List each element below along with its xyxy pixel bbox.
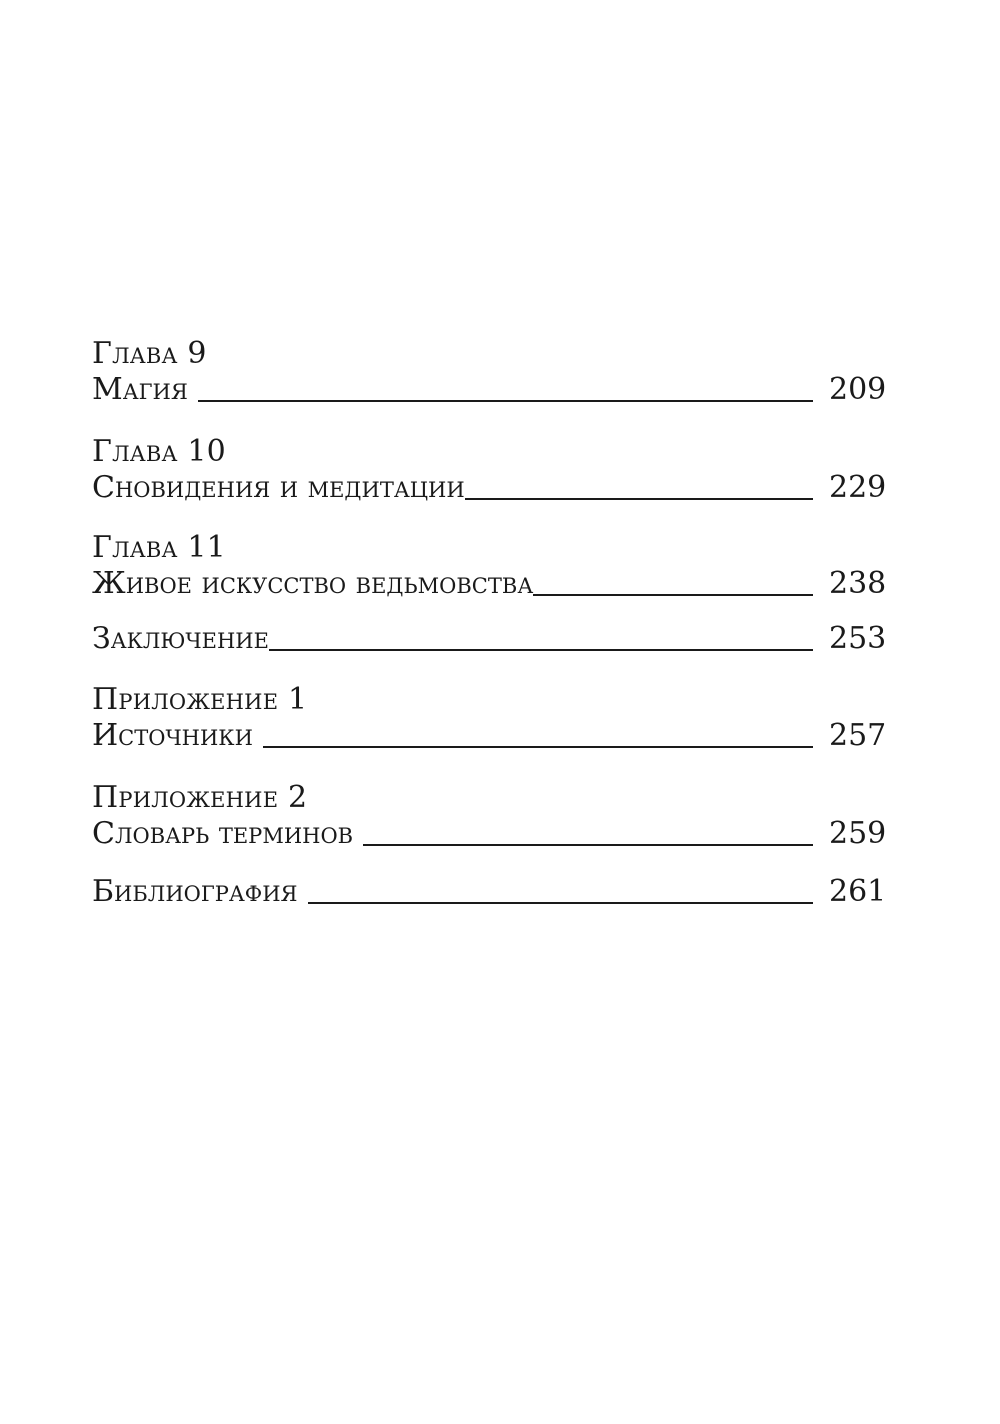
appendix-label: Приложение 2 [92,780,308,815]
leader-line [198,400,813,402]
entry-title: Магия [92,372,188,407]
page-number: 209 [829,372,887,407]
appendix-label: Приложение 1 [92,682,308,717]
page-number: 257 [829,718,887,753]
chapter-label: Глава 11 [92,530,226,565]
toc-line [92,372,887,408]
leader-line [533,594,813,596]
entry-title: Живое искусство ведьмовства [92,566,534,601]
toc-entry-bibliography [92,874,887,910]
chapter-label: Глава 9 [92,336,207,371]
leader-line [363,844,813,846]
page-number: 238 [829,566,887,601]
toc-entry-appendix-1 [92,682,887,754]
toc-entry-chapter-10 [92,434,887,506]
leader-line [465,498,813,500]
page-number: 261 [829,874,887,909]
entry-title: Словарь терминов [92,816,354,851]
entry-title: Сновидения и медитации [92,470,465,505]
page-number: 253 [829,621,887,656]
entry-title: Библиография [92,874,298,909]
toc-line [92,874,887,910]
toc-line [92,566,887,602]
entry-title: Источники [92,718,253,753]
entry-title: Заключение [92,621,269,656]
toc-entry-appendix-2 [92,780,887,852]
toc-entry-chapter-9 [92,336,887,408]
toc-line [92,816,887,852]
toc-line [92,718,887,754]
toc-entry-conclusion [92,621,887,657]
page-number: 229 [829,470,887,505]
leader-line [263,746,813,748]
chapter-label: Глава 10 [92,434,226,469]
leader-line [269,649,813,651]
toc-line [92,470,887,506]
toc-line [92,621,887,657]
toc-entry-chapter-11 [92,530,887,602]
leader-line [308,902,814,904]
page-number: 259 [829,816,887,851]
